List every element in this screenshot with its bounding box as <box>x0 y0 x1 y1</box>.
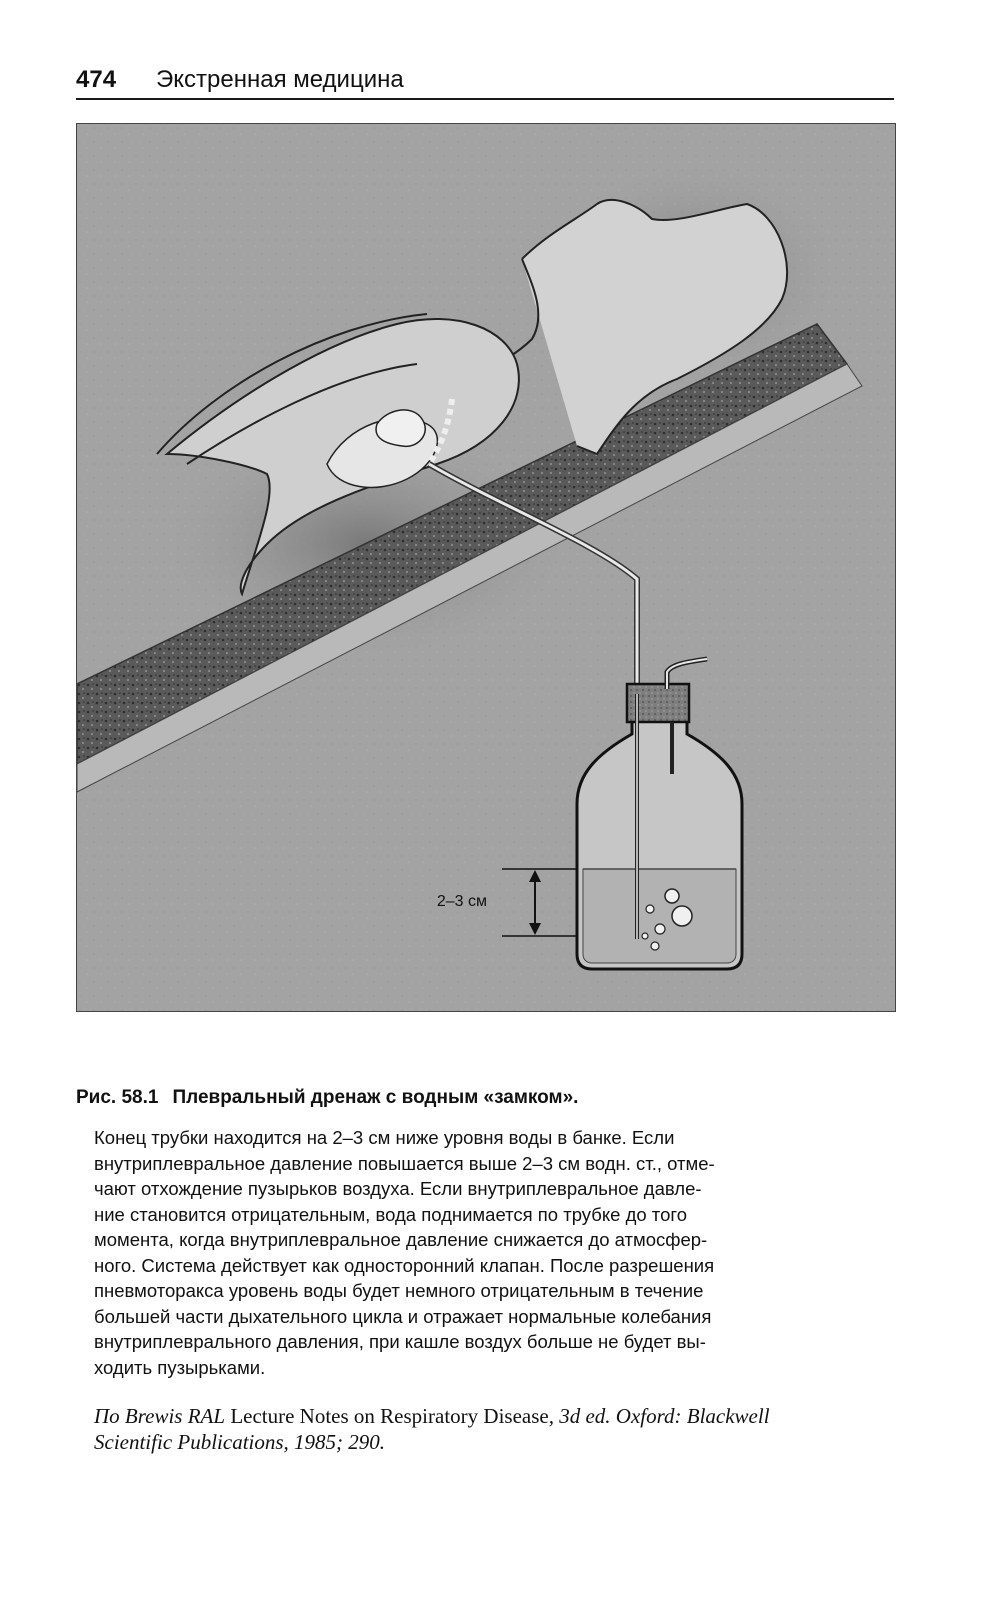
bubble <box>665 889 679 903</box>
source-title: Lecture Notes on Respiratory Disease <box>230 1404 549 1428</box>
figure-caption-title <box>76 1087 578 1109</box>
figure-label: Рис. 58.1 <box>76 1087 159 1108</box>
caption-line: пневмоторакса уровень воды будет немного отрицательным в течение <box>94 1280 704 1301</box>
figure-pleural-drainage <box>76 123 896 1012</box>
figure-source <box>94 1403 894 1455</box>
caption-line: большей части дыхательного цикла и отражает нормальные колебания <box>94 1305 712 1327</box>
bubble <box>672 906 692 926</box>
source-prefix: По Brewis RAL <box>94 1404 226 1428</box>
caption-line: чают отхождение пузырьков воздуха. Если внутриплевральное давле- <box>94 1178 702 1199</box>
source-line2: Scientific Publications, 1985; 290. <box>94 1430 386 1454</box>
page-number: 474 <box>76 66 117 93</box>
caption-line: внутриплеврального давления, при кашле воздух больше не будет вы- <box>94 1331 706 1352</box>
bubble <box>655 924 665 934</box>
measure-label: 2–3 см <box>436 893 487 910</box>
running-title: Экстренная медицина <box>156 66 404 93</box>
figure-caption-body <box>94 1125 884 1380</box>
source-suffix: , 3d ed. Oxford: Blackwell <box>548 1404 770 1428</box>
water <box>583 869 736 963</box>
bubble <box>646 905 654 913</box>
bubble <box>651 942 659 950</box>
caption-line: Конец трубки находится на 2–3 см ниже уровня воды в банке. Если <box>94 1127 675 1148</box>
caption-line: внутриплевральное давление повышается выше 2–3 см водн. ст., отме- <box>94 1152 715 1174</box>
caption-line: ние становится отрицательным, вода поднимается по трубке до того <box>94 1203 687 1225</box>
caption-line: ного. Система действует как односторонний клапан. После разрешения <box>94 1254 715 1276</box>
figure-illustration <box>77 124 895 1011</box>
figure-title: Плевральный дренаж с водным «замком». <box>172 1087 579 1108</box>
bubble <box>642 933 648 939</box>
caption-line: ходить пузырьками. <box>94 1356 266 1378</box>
page-header <box>76 62 894 100</box>
caption-line: момента, когда внутриплевральное давление снижается до атмосфер- <box>94 1229 708 1250</box>
